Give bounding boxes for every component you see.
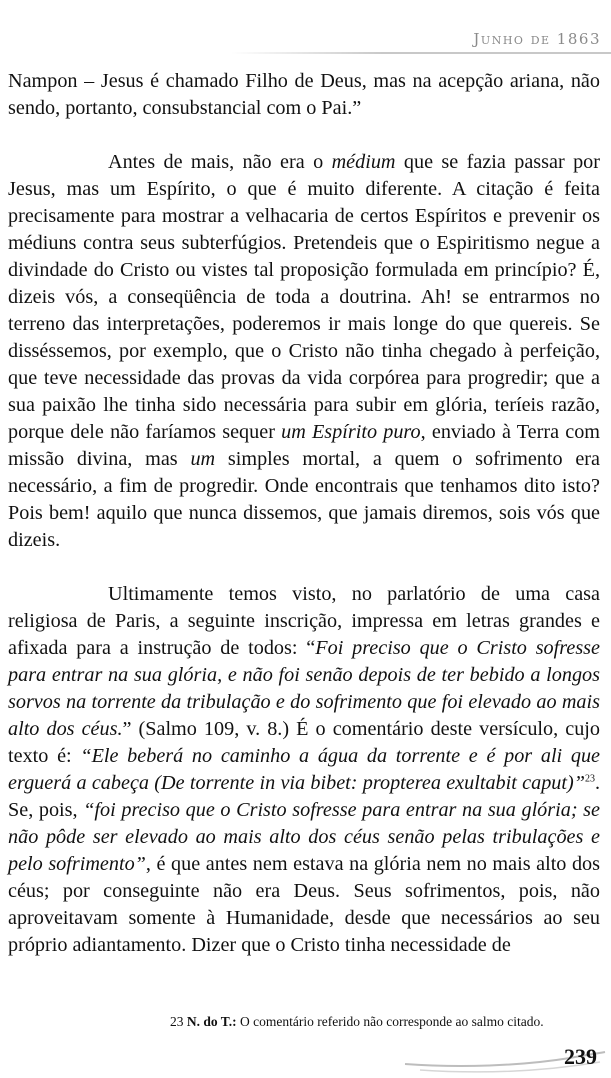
paragraph-1: Nampon – Jesus é chamado Filho de Deus, mas na acepção ariana, não sendo, portanto, consubstancial com o Pai.” (8, 70, 600, 119)
text-run: , é que antes nem estava na glória nem no mais alto dos céus; por conseguinte não era Deus. Seus sofrimentos, pois, não aproveitavam somente à Humanidade, desde que necessários ao seu próprio adiantamento. Dizer que o Cristo tinha necessidade de (8, 853, 600, 956)
body-text (8, 68, 600, 959)
italic-quote: Foi preciso que o Cristo sofresse para entrar na sua glória, e não foi senão depois de ter bebido a longos sorvos na torrente da tribulação e do sofrimento que foi elevado ao mais alto dos céus. (8, 637, 600, 740)
footnote-number: 23 (170, 1014, 184, 1029)
italic-quote: “foi preciso que o Cristo sofresse para entrar na sua glória; se não pôde ser elevado ao mais alto dos céus senão pelas tribulações e pelo sofrimento” (8, 799, 600, 875)
italic-run: um Espírito puro (281, 421, 421, 443)
running-header: Junho de 1863 (473, 30, 601, 48)
italic-quote: “Ele beberá no caminho a água da torrente e é por ali que erguerá a cabeça (De torrente in via bibet: propterea exultabit caput)” (8, 745, 601, 794)
page-number: 239 (564, 1044, 597, 1069)
footnote-text: O comentário referido não corresponde ao salmo citado. (236, 1014, 544, 1029)
text-run: . Se, pois, (8, 772, 600, 821)
footnote (170, 1014, 544, 1030)
italic-run: médium (331, 151, 396, 173)
header-divider (231, 52, 611, 54)
italic-run: um (190, 448, 216, 470)
text-run: que se fazia passar por Jesus, mas um Espírito, o que é muito diferente. A citação é feita precisamente para mostrar a velhacaria de certos Espíritos e prevenir os médiuns contra seus subterfúgios. Pretendeis que o Espiritismo negue a divindade do Cristo ou vistes tal proposição formulada em princípio? É, dizeis vós, a conseqüência de toda a doutrina. Ah! se entrarmos no terreno das interpretações, poderemos ir mais longe do que quereis. Se disséssemos, por exemplo, que o Cristo não tinha chegado à perfeição, que teve necessidade das provas da vida corpórea para progredir; que a sua paixão lhe tinha sido necessária para subir em glória, teríeis razão, porque dele não faríamos sequer (8, 151, 600, 443)
text-run: ” (Salmo 109, v. 8.) É o comentário deste versículo, cujo texto é: (8, 718, 600, 767)
text-run: , enviado à Terra com missão divina, mas (8, 421, 600, 470)
paragraph-2 (8, 149, 600, 554)
text-run: simples mortal, a quem o sofrimento era necessário, a fim de progredir. Onde encontrais que tenhamos dito isto? Pois bem! aquilo que nunca dissemos, que jamais diremos, sois vós que dizeis. (8, 448, 600, 551)
text-run: Ultimamente temos visto, no parlatório de uma casa religiosa de Paris, a seguinte inscrição, impressa em letras grandes e afixada para a instrução de todos: “ (8, 583, 600, 659)
text-run: Antes de mais, não era o (108, 151, 332, 173)
footnote-marker: 23 (584, 773, 595, 785)
footnote-label: N. do T.: (186, 1014, 237, 1029)
paragraph-3 (8, 581, 600, 959)
